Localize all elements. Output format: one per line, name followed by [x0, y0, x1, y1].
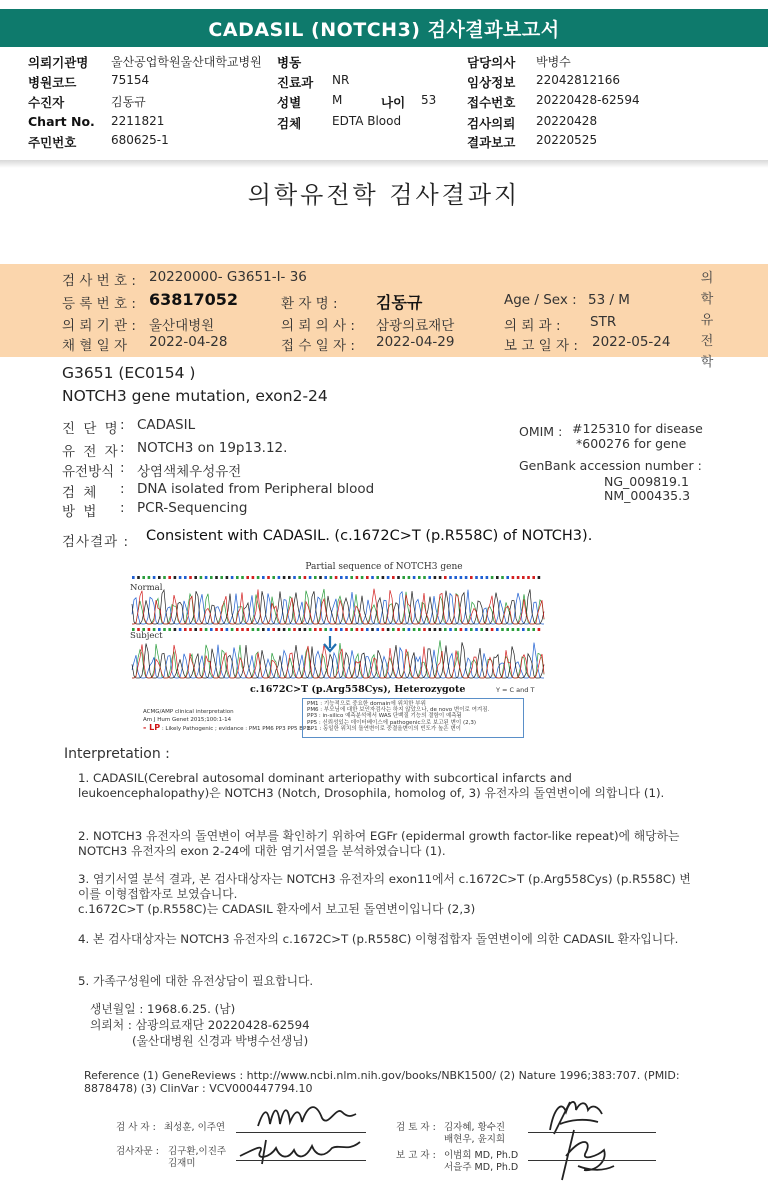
name-label: 환 자 명 : — [281, 296, 338, 312]
base-call — [319, 576, 322, 579]
base-call — [538, 628, 541, 631]
hospital-code-label: 병원코드 — [28, 75, 77, 90]
base-call — [434, 628, 437, 631]
omim-label: OMIM : — [519, 424, 563, 439]
dept-value: NR — [332, 73, 350, 87]
base-call — [283, 576, 286, 579]
base-call — [189, 576, 192, 579]
advisor-names-2: 김재미 — [168, 1158, 196, 1169]
base-call — [174, 576, 177, 579]
base-call — [252, 628, 255, 631]
base-call — [215, 576, 218, 579]
base-call — [272, 576, 275, 579]
age-value: 53 — [421, 93, 437, 107]
reporter-label: 보 고 자 : — [396, 1150, 436, 1161]
base-call — [376, 576, 379, 579]
report-date-value: 20220525 — [536, 133, 598, 147]
base-call — [252, 576, 255, 579]
interpretation-item: 1. CADASIL(Cerebral autosomal dominant arteriopathy with subcortical infarcts and leukoencephalopathy)은 NOTCH3 (Notch, Drosophila, homolog of, 3) 유전자의 돌연변이에 의합니다 (1). — [78, 771, 665, 800]
reg-no-label: 등 록 번 호 : — [62, 296, 136, 312]
institution-value: 울산공업학원울산대학교병원 — [111, 55, 262, 69]
base-call — [298, 576, 301, 579]
base-call — [465, 628, 468, 631]
base-call — [267, 628, 270, 631]
receipt-value: 20220428-62594 — [536, 93, 640, 107]
base-call — [345, 628, 348, 631]
base-call — [366, 628, 369, 631]
base-call — [241, 628, 244, 631]
base-call — [527, 576, 530, 579]
advisor-label: 검사자문 : — [116, 1146, 159, 1157]
reporter-names-2: 서을주 MD, Ph.D — [444, 1162, 519, 1173]
base-call — [304, 576, 307, 579]
field-value: PCR-Sequencing — [137, 500, 248, 516]
doctor-label: 담당의사 — [467, 55, 516, 70]
specimen-value: EDTA Blood — [332, 114, 402, 128]
base-call — [210, 628, 213, 631]
base-call — [408, 628, 411, 631]
evidence-line: PM6 : 부모님에 대한 보인자검사는 하지 않았으나, de novo 변이로 여겨짐. — [307, 707, 490, 714]
base-call — [231, 628, 234, 631]
reviewer-names-2: 배현우, 윤지희 — [444, 1134, 506, 1145]
field-colon: : — [120, 417, 125, 433]
base-call — [314, 576, 317, 579]
interpretation-item: c.1672C>T (p.R558C)는 CADASIL 환자에서 보고된 돌연변이입니다 (2,3) — [78, 902, 476, 916]
field-value: CADASIL — [137, 417, 196, 433]
base-call — [392, 576, 395, 579]
clinical-label: 임상정보 — [467, 75, 516, 90]
acmg-line: Am J Hum Genet 2015;100:1-14 — [143, 717, 232, 723]
base-call — [324, 628, 327, 631]
recv-value: 2022-04-29 — [376, 334, 455, 350]
reg-no-value: 63817052 — [149, 290, 239, 309]
field-colon: : — [120, 500, 125, 516]
base-call — [423, 628, 426, 631]
chart-label: Chart No. — [28, 114, 95, 129]
base-call — [361, 628, 364, 631]
base-call — [527, 628, 530, 631]
base-call — [163, 628, 166, 631]
lp-evidence: : Likely Pathogenic ; evidance : PM1 PM6 PP3 PP5 BP1 — [161, 726, 310, 732]
info-row — [0, 53, 768, 72]
test-no-label: 검 사 번 호 : — [62, 273, 136, 289]
base-call — [480, 628, 483, 631]
chromatogram-figure — [128, 558, 548, 702]
base-call — [168, 576, 171, 579]
field-colon: : — [120, 481, 125, 497]
inst-value: 울산대병원 — [149, 318, 215, 334]
birth-date: 생년월일 : 1968.6.25. (남) — [90, 1002, 236, 1016]
report-title: 의학유전학 검사결과지 — [247, 181, 521, 209]
reviewer-names: 김자혜, 황수진 — [444, 1122, 506, 1133]
lp-badge: - LP — [143, 723, 161, 732]
base-call — [148, 576, 151, 579]
base-call — [486, 628, 489, 631]
base-call — [179, 576, 182, 579]
base-call — [231, 576, 234, 579]
base-call — [335, 576, 338, 579]
base-call — [330, 628, 333, 631]
base-call — [413, 576, 416, 579]
evidence-line: PP3 : in-silico 예측분석에서 WAS 단백질 기능의 결함이 예측됨 — [307, 713, 462, 720]
base-call — [158, 576, 161, 579]
base-call — [278, 576, 281, 579]
vertical-char: 유 — [700, 313, 714, 328]
variant-arrow-icon — [324, 636, 336, 651]
base-call — [257, 576, 260, 579]
base-call — [324, 576, 327, 579]
genbank-nm: NM_000435.3 — [604, 488, 691, 503]
patient-value: 김동규 — [111, 95, 146, 109]
base-call — [200, 576, 203, 579]
base-call — [236, 576, 239, 579]
base-call — [293, 576, 296, 579]
base-call — [257, 628, 260, 631]
base-call — [486, 576, 489, 579]
advisor-names: 김구환,이진주 — [168, 1146, 227, 1157]
req-doc-label: 의 뢰 의 사 : — [281, 318, 355, 334]
test-info-box — [0, 264, 768, 357]
base-call — [371, 576, 374, 579]
base-call — [189, 628, 192, 631]
base-call — [314, 628, 317, 631]
base-call — [397, 576, 400, 579]
base-call — [475, 576, 478, 579]
base-call — [376, 628, 379, 631]
base-call — [163, 576, 166, 579]
evidence-box — [302, 698, 524, 738]
field-label: 검 체 — [62, 485, 99, 501]
acmg-lp-line — [143, 724, 310, 733]
normal-track-label: Normal — [130, 583, 163, 593]
vertical-char: 학 — [700, 292, 714, 307]
reporter-names: 이범희 MD, Ph.D — [444, 1150, 519, 1161]
receipt-label: 접수번호 — [467, 95, 516, 110]
evidence-line: PP5 : 신뢰성있는 데이터베이스에 pathogenic으로 보고된 변이 (2,3) — [307, 719, 476, 726]
result-label: 검사결과 : — [62, 534, 130, 550]
test-name: NOTCH3 gene mutation, exon2-24 — [62, 387, 328, 405]
field-colon: : — [120, 460, 125, 476]
base-call — [506, 628, 509, 631]
report-date-label: 결과보고 — [467, 135, 516, 150]
agesex-label: Age / Sex : — [504, 292, 577, 308]
base-call — [460, 628, 463, 631]
omim-gene: *600276 for gene — [576, 436, 687, 451]
base-call — [382, 576, 385, 579]
reference: Reference (1) GeneReviews : http://www.ncbi.nlm.nih.gov/books/NBK1500/ (2) Nature 1996;383:707. (PMID: 8878478) (3) ClinVar : VCV000447794.10 — [84, 1069, 680, 1095]
field-value: NOTCH3 on 19p13.12. — [137, 440, 288, 456]
base-call — [272, 628, 275, 631]
base-call — [267, 576, 270, 579]
base-call — [205, 576, 208, 579]
base-call — [220, 576, 223, 579]
sex-value: M — [332, 93, 343, 107]
field-value: DNA isolated from Peripheral blood — [137, 481, 375, 497]
base-call — [449, 576, 452, 579]
request-date-value: 20220428 — [536, 114, 598, 128]
base-call — [413, 628, 416, 631]
specimen-label: 검체 — [277, 116, 302, 131]
base-call — [350, 628, 353, 631]
omim-disease: #125310 for disease — [572, 421, 703, 436]
patient-label: 수진자 — [28, 95, 65, 110]
base-call — [220, 628, 223, 631]
interpretation-item: 2. NOTCH3 유전자의 돌연변이 여부를 확인하기 위하여 EGFr (epidermal growth factor-like repeat)에 해당하는 NOTCH3 유전자의 exon 2-24에 대한 염기서열을 분석하였습니다 (1). — [78, 829, 680, 858]
base-call — [454, 628, 457, 631]
result-value: Consistent with CADASIL. (c.1672C>T (p.R558C) of NOTCH3). — [146, 528, 593, 544]
base-call — [496, 628, 499, 631]
field-label: 진 단 명 — [62, 421, 120, 437]
base-call — [137, 576, 140, 579]
field-colon: : — [120, 440, 125, 456]
base-call — [434, 576, 437, 579]
base-call — [330, 576, 333, 579]
base-call — [361, 576, 364, 579]
info-row — [0, 93, 768, 112]
draw-label: 채 혈 일 자 — [62, 338, 128, 354]
base-call — [475, 628, 478, 631]
base-call — [356, 628, 359, 631]
base-call — [397, 628, 400, 631]
interpretation-item: 3. 염기서열 분석 결과, 본 검사대상자는 NOTCH3 유전자의 exon11에서 c.1672C>T (p.Arg558Cys) (p.R558C) 변이를 이형접합자로 보였습니다. — [78, 872, 691, 901]
base-call — [517, 576, 520, 579]
base-call — [246, 576, 249, 579]
section-divider — [0, 160, 768, 168]
base-call — [418, 576, 421, 579]
base-call — [184, 628, 187, 631]
base-call — [382, 628, 385, 631]
base-call — [194, 628, 197, 631]
base-call — [491, 576, 494, 579]
base-call — [454, 576, 457, 579]
tester-label: 검 사 자 : — [116, 1122, 156, 1133]
reviewer-label: 검 토 자 : — [396, 1122, 436, 1133]
variant-caption: c.1672C>T (p.Arg558Cys), Heterozygote — [250, 684, 466, 695]
base-call — [480, 576, 483, 579]
advisor-signature — [236, 1130, 366, 1170]
base-call — [512, 576, 515, 579]
age-label: 나이 — [381, 95, 406, 110]
base-call — [298, 628, 301, 631]
evidence-line: PM1 : 기능적으로 중요한 domain에 위치한 부위 — [307, 701, 426, 707]
base-call — [226, 628, 229, 631]
base-call — [283, 628, 286, 631]
base-call — [309, 576, 312, 579]
base-call — [142, 576, 145, 579]
base-call — [241, 576, 244, 579]
base-call — [278, 628, 281, 631]
evidence-line: BP1 : 동일한 위치의 돌연변이로 중결올변이의 빈도가 높은 변이 — [307, 725, 461, 732]
field-value: 상염색체우성유전 — [137, 464, 242, 480]
interpretation-item: 4. 본 검사대상자는 NOTCH3 유전자의 c.1672C>T (p.R558C) 이형접합자 돌연변이에 의한 CADASIL 환자입니다. — [78, 932, 679, 946]
dept-value: STR — [590, 314, 617, 330]
base-call — [226, 576, 229, 579]
info-row — [0, 133, 768, 152]
base-call — [444, 628, 447, 631]
base-call — [423, 576, 426, 579]
requester: 의뢰처 : 삼광의료재단 20220428-62594 — [90, 1018, 310, 1032]
base-call — [501, 628, 504, 631]
base-call — [538, 576, 541, 579]
base-call — [522, 628, 525, 631]
rrn-value: 680625-1 — [111, 133, 169, 147]
base-call — [340, 576, 343, 579]
field-label: 유 전 자 — [62, 444, 120, 460]
base-call — [449, 628, 452, 631]
base-call — [210, 576, 213, 579]
base-call — [402, 628, 405, 631]
genbank-ng: NG_009819.1 — [604, 474, 689, 489]
base-call — [179, 628, 182, 631]
base-call — [532, 628, 535, 631]
request-date-label: 검사의뢰 — [467, 116, 516, 131]
name-value: 김동규 — [376, 293, 423, 312]
hospital-code-value: 75154 — [111, 73, 150, 87]
base-call — [335, 628, 338, 631]
signature-line — [528, 1160, 656, 1161]
vertical-char: 학 — [700, 355, 714, 370]
interpretation-item: 5. 가족구성원에 대한 유전상담이 필요합니다. — [78, 974, 314, 988]
reporter-signature — [548, 1126, 618, 1186]
patient-info-grid — [0, 53, 768, 153]
base-call — [517, 628, 520, 631]
base-call — [356, 576, 359, 579]
base-call — [366, 576, 369, 579]
chromatogram-title: Partial sequence of NOTCH3 gene — [305, 562, 463, 572]
base-call — [371, 628, 374, 631]
base-call — [288, 628, 291, 631]
base-call — [200, 628, 203, 631]
base-call — [402, 576, 405, 579]
info-row — [0, 114, 768, 133]
chart-value: 2211821 — [111, 114, 165, 128]
base-call — [340, 628, 343, 631]
base-call — [387, 628, 390, 631]
dept-label: 의 뢰 과 : — [504, 318, 561, 334]
y-note: Y = C and T — [496, 686, 535, 694]
rrn-label: 주민번호 — [28, 135, 77, 150]
acmg-note — [143, 708, 310, 733]
sex-label: 성별 — [277, 95, 302, 110]
ward-label: 병동 — [277, 55, 302, 70]
base-call — [319, 628, 322, 631]
info-row — [0, 73, 768, 92]
report-value: 2022-05-24 — [592, 334, 671, 350]
base-call — [470, 628, 473, 631]
base-call — [428, 576, 431, 579]
base-call — [392, 628, 395, 631]
vertical-char: 의 — [700, 271, 714, 286]
base-call — [470, 576, 473, 579]
base-call — [439, 576, 442, 579]
base-call — [174, 628, 177, 631]
genbank-label: GenBank accession number : — [519, 458, 702, 473]
base-call — [532, 576, 535, 579]
signature-line — [236, 1160, 366, 1161]
base-call — [460, 576, 463, 579]
base-call — [350, 576, 353, 579]
base-call — [288, 576, 291, 579]
test-no-value: 20220000- G3651-I- 36 — [149, 269, 307, 285]
chromatogram-trace — [132, 589, 544, 624]
requester-detail: (울산대병원 신경과 박병수선생님) — [132, 1034, 309, 1048]
base-call — [501, 576, 504, 579]
base-call — [194, 576, 197, 579]
base-call — [205, 628, 208, 631]
field-label: 방 법 — [62, 504, 99, 520]
interpretation-title: Interpretation : — [64, 746, 170, 762]
base-call — [387, 576, 390, 579]
tester-names: 최성훈, 이주연 — [164, 1122, 226, 1133]
draw-value: 2022-04-28 — [149, 334, 228, 350]
tester-signature — [250, 1098, 360, 1134]
base-call — [215, 628, 218, 631]
base-call — [522, 576, 525, 579]
institution-label: 의뢰기관명 — [28, 55, 89, 70]
base-call — [184, 576, 187, 579]
base-call — [506, 576, 509, 579]
base-call — [512, 628, 515, 631]
base-call — [408, 576, 411, 579]
base-call — [153, 576, 156, 579]
base-call — [496, 576, 499, 579]
req-doc-value: 삼광의료재단 — [376, 318, 455, 334]
agesex-value: 53 / M — [588, 292, 630, 308]
vertical-char: 전 — [700, 334, 714, 349]
base-call — [345, 576, 348, 579]
base-call — [262, 628, 265, 631]
base-call-row — [132, 628, 540, 631]
base-call-row — [132, 576, 540, 579]
inst-label: 의 뢰 기 관 : — [62, 318, 136, 334]
field-label: 유전방식 — [62, 464, 115, 480]
subject-track-label: Subject — [130, 631, 163, 641]
base-call — [293, 628, 296, 631]
base-call — [304, 628, 307, 631]
base-call — [444, 576, 447, 579]
report-label: 보 고 일 자 : — [504, 338, 578, 354]
base-call — [439, 628, 442, 631]
recv-label: 접 수 일 자 : — [281, 338, 355, 354]
test-code: G3651 (EC0154 ) — [62, 364, 196, 382]
base-call — [309, 628, 312, 631]
report-header-title: CADASIL (NOTCH3) 검사결과보고서 — [0, 9, 768, 47]
vertical-tag — [697, 268, 717, 373]
dept-label: 진료과 — [277, 75, 314, 90]
base-call — [428, 628, 431, 631]
base-call — [168, 628, 171, 631]
doctor-value: 박병수 — [536, 55, 571, 69]
base-call — [491, 628, 494, 631]
acmg-line: ACMG/AMP clinical interpretation — [143, 709, 234, 715]
base-call — [132, 576, 135, 579]
base-call — [236, 628, 239, 631]
base-call — [418, 628, 421, 631]
base-call — [465, 576, 468, 579]
base-call — [262, 576, 265, 579]
base-call — [246, 628, 249, 631]
clinical-value: 22042812166 — [536, 73, 620, 87]
